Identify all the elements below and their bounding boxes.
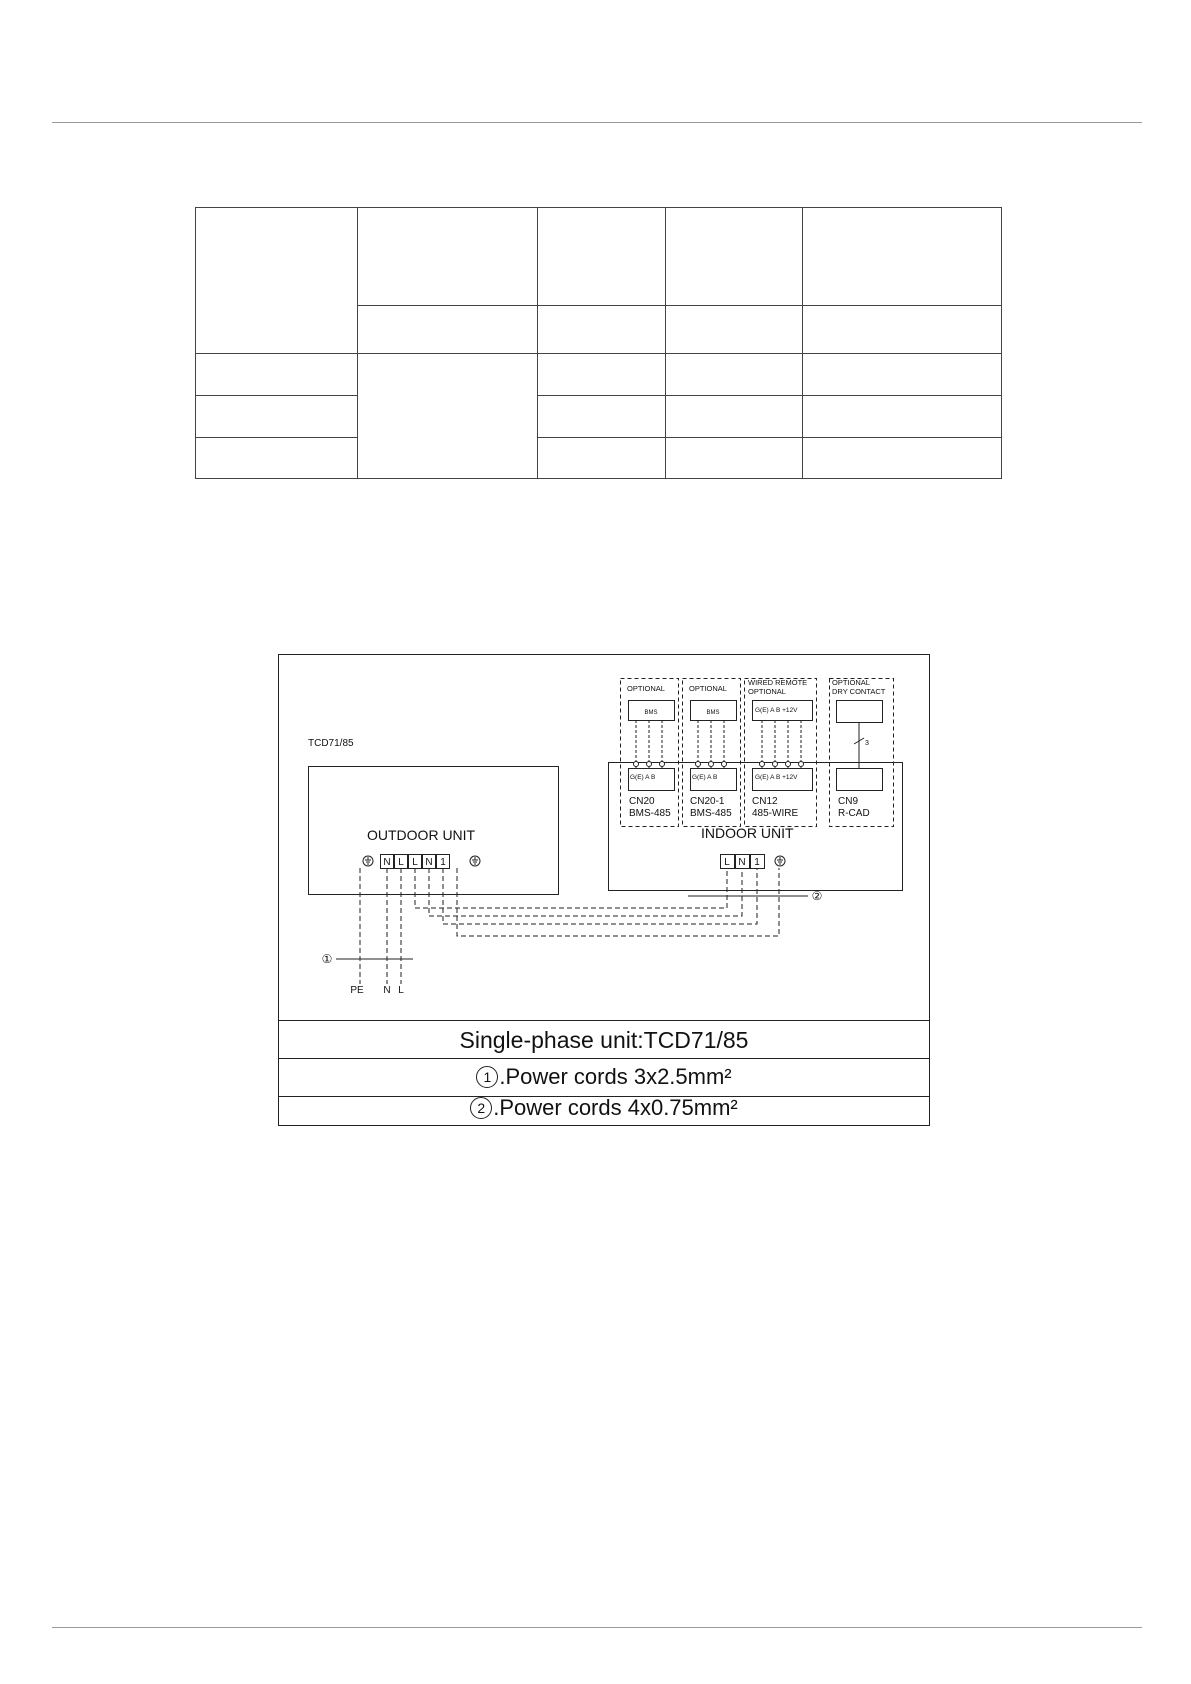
table-cell (358, 306, 538, 354)
module-terminals: G(E) A B +12V (755, 774, 798, 781)
terminal-label: N (738, 857, 746, 868)
footer-rule (52, 1627, 1142, 1628)
table-cell (666, 208, 803, 306)
terminal-label: L (412, 857, 418, 868)
table-cell (196, 354, 358, 396)
terminal-label: L (398, 857, 404, 868)
module-connector-type: BMS-485 (629, 808, 671, 819)
table-cell (196, 396, 358, 438)
module-connector-type: 485-WIRE (752, 808, 799, 819)
table-row (196, 354, 1002, 396)
diagram-caption-title: Single-phase unit:TCD71/85 (459, 1027, 749, 1053)
cable-marker-1: ① (321, 952, 333, 966)
module-connector: CN12 (752, 796, 778, 807)
table-cell (803, 354, 1002, 396)
spec-table (195, 207, 1002, 479)
table-cell (538, 208, 666, 306)
table-cell (666, 396, 803, 438)
outdoor-unit-label: OUTDOOR UNIT (367, 827, 476, 843)
table-cell (666, 354, 803, 396)
mains-label: PE (350, 985, 364, 996)
terminal-label: N (425, 857, 433, 868)
cable-marker-2: ② (811, 889, 823, 903)
wiring-diagram-svg (278, 654, 930, 1126)
table-cell (666, 306, 803, 354)
wire-count-label: 3 (865, 740, 869, 747)
table-row (196, 396, 1002, 438)
model-label: TCD71/85 (308, 738, 354, 749)
module-connector: CN20 (629, 796, 655, 807)
table-cell (803, 306, 1002, 354)
module-header: OPTIONAL (627, 684, 665, 693)
terminal-label: 1 (754, 857, 760, 868)
table-row (196, 208, 1002, 306)
mains-label: L (398, 985, 404, 996)
table-cell (358, 208, 538, 306)
mains-label: N (383, 985, 391, 996)
module-header: OPTIONAL (689, 684, 727, 693)
module-header: DRY CONTACT (832, 687, 886, 696)
table-cell (358, 354, 538, 479)
table-cell (196, 438, 358, 479)
module-header: OPTIONAL (748, 687, 786, 696)
module-header: OPTIONAL (832, 678, 870, 687)
table-cell (803, 208, 1002, 306)
module-device-label: BMS (644, 710, 658, 716)
terminal-label: 1 (440, 857, 446, 868)
cord-text-2: .Power cords 4x0.75mm² (493, 1095, 738, 1120)
terminal-label: L (724, 857, 730, 868)
table-cell (538, 354, 666, 396)
module-connector: CN9 (838, 796, 859, 807)
header-rule (52, 122, 1142, 123)
wiring-diagram (278, 654, 930, 1126)
indoor-unit-label: INDOOR UNIT (701, 825, 794, 841)
table-cell (538, 306, 666, 354)
module-terminals: G(E) A B (692, 774, 718, 781)
power-cord-2-caption (278, 1095, 930, 1121)
cord-number-2: 2 (470, 1097, 492, 1119)
table-cell (196, 208, 358, 354)
terminal-label: N (383, 857, 391, 868)
table-cell (538, 396, 666, 438)
table-cell (538, 438, 666, 479)
module-connector-type: BMS-485 (690, 808, 732, 819)
module-terminals: G(E) A B (630, 774, 656, 781)
table-cell (803, 438, 1002, 479)
cord-number-1: 1 (476, 1066, 498, 1088)
power-cord-1-caption (278, 1064, 930, 1090)
module-connector-type: R-CAD (838, 808, 870, 819)
table-row (196, 438, 1002, 479)
cord-text-1: .Power cords 3x2.5mm² (499, 1064, 732, 1089)
table-cell (803, 396, 1002, 438)
module-header: WIRED REMOTE (748, 678, 808, 687)
table-cell (666, 438, 803, 479)
module-device-label: BMS (706, 710, 720, 716)
module-device-label: G(E) A B +12V (755, 707, 798, 714)
module-connector: CN20-1 (690, 796, 725, 807)
